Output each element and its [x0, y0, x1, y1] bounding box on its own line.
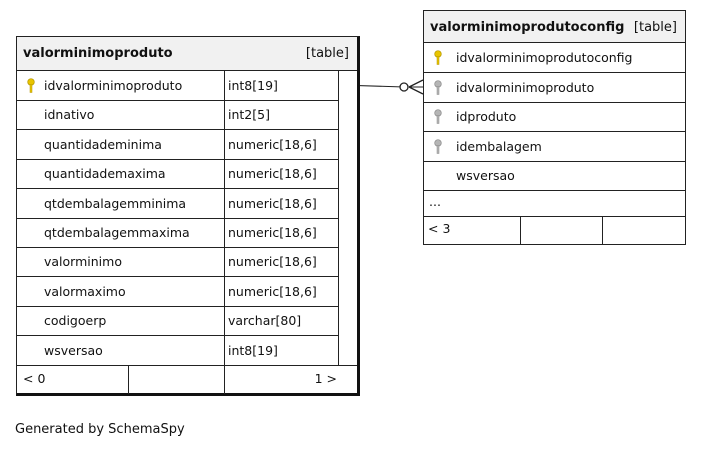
column-name: idproduto: [456, 109, 517, 124]
table-footer: [17, 365, 357, 394]
column-name: idembalagem: [456, 138, 542, 154]
column-type: numeric[18,6]: [228, 166, 317, 182]
foreign-key-icon: [434, 109, 442, 125]
column-type: numeric[18,6]: [228, 283, 317, 299]
table-name: valorminimoproduto: [23, 46, 173, 61]
column-type: numeric[18,6]: [228, 195, 317, 211]
table-row[interactable]: [17, 247, 339, 277]
table-kind: [table]: [633, 20, 677, 35]
table-row[interactable]: [17, 218, 339, 248]
column-type: int2[5]: [228, 107, 270, 123]
foreign-key-icon: [434, 139, 442, 155]
footer-right: 1 >: [314, 371, 337, 386]
crow-foot-lower: [409, 87, 423, 94]
column-type: numeric[18,6]: [228, 254, 317, 270]
column-name: qtdembalagemmaxima: [44, 225, 190, 240]
table-valorminimoprodutoconfig[interactable]: [423, 10, 686, 245]
column-type: varchar[80]: [228, 313, 302, 329]
table-valorminimoproduto[interactable]: [16, 36, 360, 396]
primary-key-icon: [434, 50, 442, 66]
table-header: [424, 11, 685, 43]
table-kind: [table]: [305, 46, 349, 61]
table-row[interactable]: [424, 102, 685, 132]
ellipsis-row: [424, 191, 685, 217]
table-row[interactable]: [17, 336, 339, 366]
table-row[interactable]: [424, 161, 685, 191]
table-row[interactable]: [17, 100, 339, 130]
crow-foot-upper: [409, 80, 423, 87]
table-row[interactable]: [17, 189, 339, 219]
column-name: idvalorminimoprodutoconfig: [456, 50, 633, 65]
column-name: idvalorminimoproduto: [44, 78, 183, 93]
table-header: [17, 37, 357, 71]
ellipsis-text: ...: [429, 194, 441, 209]
table-row[interactable]: [17, 277, 339, 307]
column-type: numeric[18,6]: [228, 225, 317, 240]
footer-left: < 3: [428, 221, 451, 236]
column-type: int8[19]: [228, 342, 278, 358]
table-row[interactable]: [17, 159, 339, 189]
column-divider-right: [338, 71, 339, 365]
foreign-key-icon: [434, 80, 442, 96]
column-name: idvalorminimoproduto: [456, 79, 595, 95]
table-row[interactable]: [424, 132, 685, 162]
column-name: quantidademaxima: [44, 166, 166, 182]
column-name: quantidademinima: [44, 136, 162, 152]
footer-left: < 0: [23, 371, 46, 386]
table-row[interactable]: [17, 71, 339, 101]
column-divider: [224, 71, 225, 365]
column-name: wsversao: [456, 168, 515, 183]
primary-key-icon: [27, 78, 35, 94]
zero-optional-marker: [400, 83, 408, 91]
column-name: valormaximo: [44, 283, 126, 299]
column-name: idnativo: [44, 107, 95, 123]
column-type: numeric[18,6]: [228, 136, 317, 152]
table-row[interactable]: [17, 130, 339, 160]
table-name: valorminimoprodutoconfig: [430, 20, 625, 35]
column-type: int8[19]: [228, 78, 278, 93]
table-footer: [424, 217, 685, 244]
table-row[interactable]: [17, 306, 339, 336]
column-name: qtdembalagemminima: [44, 195, 187, 211]
column-name: wsversao: [44, 342, 103, 358]
column-name: codigoerp: [44, 313, 107, 329]
table-row[interactable]: [424, 43, 685, 73]
generated-by-label: Generated by SchemaSpy: [15, 422, 185, 437]
column-name: valorminimo: [44, 254, 122, 270]
table-row[interactable]: [424, 73, 685, 103]
